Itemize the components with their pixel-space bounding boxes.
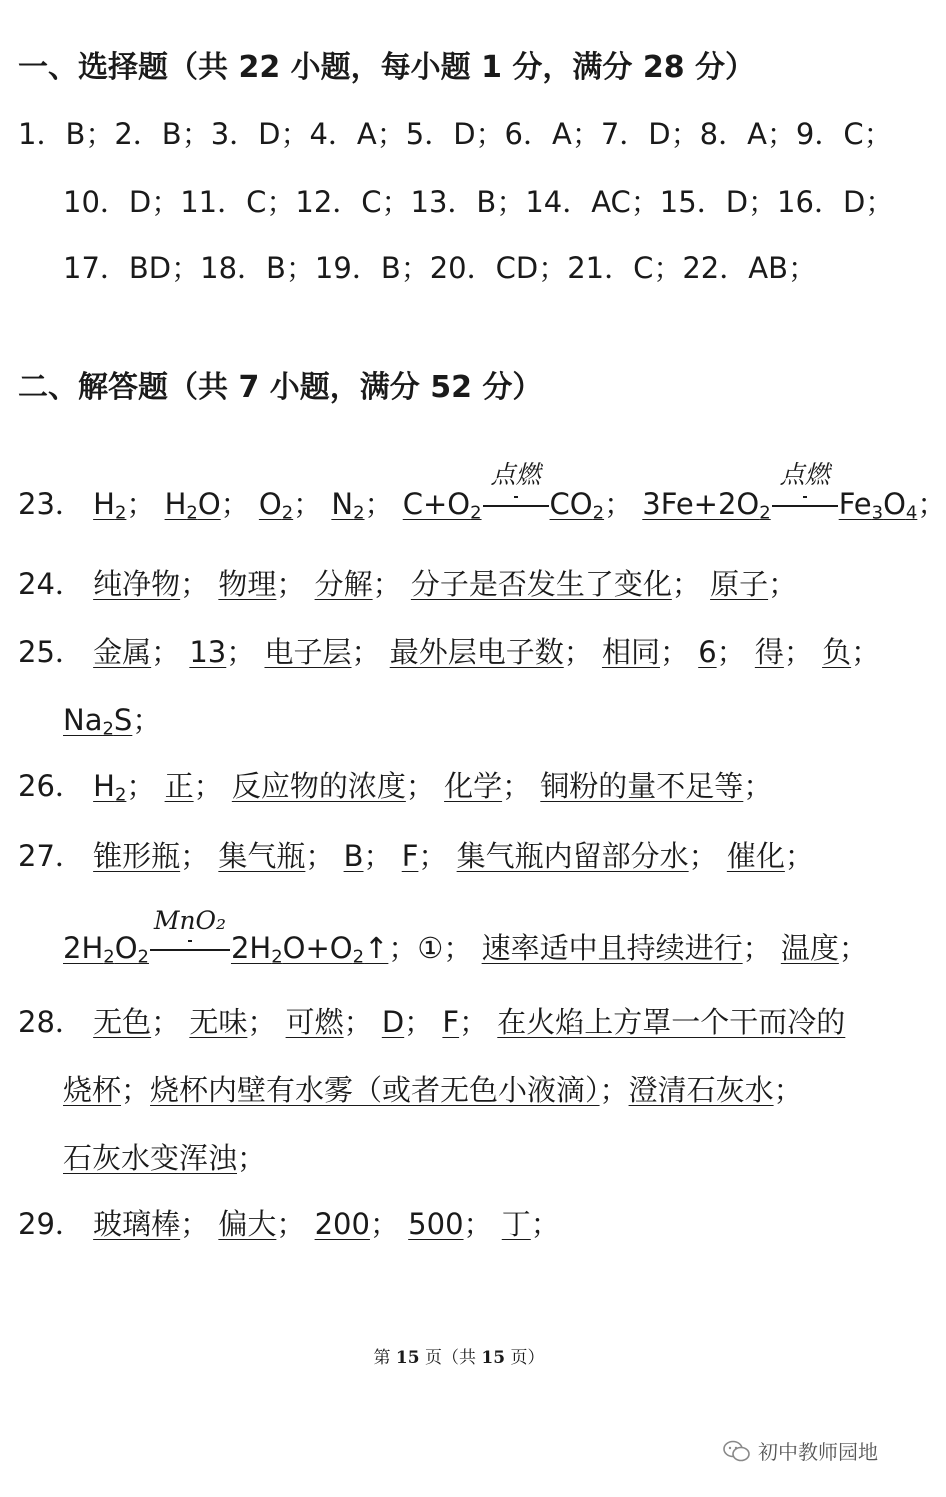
question-number: 24． (18, 567, 84, 601)
question-23: 23． $H_2$； $H_2O$； $O_2$； $N_2$； $C+O_2$ 点燃 $CO_2$； $3Fe+2O_2$ 点燃 $Fe_3O_4$； (18, 482, 946, 523)
answer-na2s: $Na_2S$ (63, 703, 133, 740)
question-25: 25． 金属； 13； 电子层； 最外层电子数； 相同； 6； 得； 负； (18, 635, 881, 669)
answer: 铜粉的量不足等 (540, 769, 744, 803)
answer: 偏大 (218, 1207, 277, 1241)
answer: 正 (164, 769, 194, 803)
answer: 金属 (93, 635, 152, 669)
equation-iron: $3Fe+2O_2$ 点燃 $Fe_3O_4$ (642, 487, 917, 521)
page-number: 15 (395, 1348, 420, 1368)
answer-h2: $H_2$ (93, 487, 127, 524)
answer: 200 (314, 1207, 370, 1241)
answer: 集气瓶 (218, 839, 306, 873)
answer: 在火焰上方罩一个干而冷的 (497, 1005, 846, 1039)
answer: 可燃 (285, 1005, 344, 1039)
question-number: 26． (18, 769, 84, 803)
catalyst-label: MnO₂ (153, 906, 227, 935)
answer: 纯净物 (93, 567, 181, 601)
mc-answers-row-1: 1．B；2．B；3．D；4．A；5．D；6．A；7．D；8．A；9．C； (18, 117, 893, 151)
section2-heading: 二、解答题（共 7 小题，满分 52 分） (18, 370, 543, 405)
question-26: 26． $H_2$； 正； 反应物的浓度； 化学； 铜粉的量不足等； (18, 769, 773, 806)
answer: 原子 (710, 567, 769, 601)
question-28: 28． 无色； 无味； 可燃； D； F； 在火焰上方罩一个干而冷的 (18, 1005, 846, 1039)
answer: 丁 (501, 1207, 531, 1241)
condition-label: 点燃 (779, 460, 830, 489)
page-total: 15 (481, 1348, 506, 1368)
answer: 13 (189, 635, 227, 669)
question-number: 25． (18, 635, 84, 669)
answer: 烧杯 (63, 1073, 122, 1107)
watermark-text: 初中教师园地 (758, 1440, 878, 1464)
reaction-arrow (150, 906, 230, 951)
answer: 最外层电子数 (389, 635, 564, 669)
answer: 速率适中且持续进行 (481, 931, 743, 965)
question-29: 29． 玻璃棒； 偏大； 200； 500； 丁； (18, 1207, 560, 1241)
mc-answers-row-3: 17．BD；18．B；19．B；20．CD；21．C；22．AB； (63, 251, 817, 285)
answer: 分子是否发生了变化 (410, 567, 672, 601)
answer: 反应物的浓度 (231, 769, 406, 803)
answer-n2: $N_2$ (331, 487, 365, 524)
answer: 6 (698, 635, 717, 669)
question-number: 29． (18, 1207, 84, 1241)
reaction-arrow (483, 460, 549, 507)
answer-h2: $H_2$ (93, 769, 127, 806)
condition-label: 点燃 (490, 460, 541, 489)
answer: 集气瓶内留部分水 (456, 839, 689, 873)
question-28-cont-2: 石灰水变浑浊； (63, 1141, 267, 1175)
answer-o2: $O_2$ (258, 487, 294, 524)
answer: B (343, 839, 364, 873)
answer: 物理 (218, 567, 277, 601)
answer: 烧杯内壁有水雾（或者无色小液滴） (150, 1073, 600, 1107)
question-27-cont: $2H_2O_2$ MnO₂ $2H_2O+O_2↑$；①； 速率适中且持续进行； 温度； (63, 906, 868, 968)
answer: 相同 (601, 635, 660, 669)
answer: 石灰水变浑浊 (63, 1141, 238, 1175)
watermark (722, 1436, 878, 1465)
question-number: 27． (18, 839, 84, 873)
question-27: 27． 锥形瓶； 集气瓶； B； F； 集气瓶内留部分水； 催化； (18, 839, 814, 873)
answer: 得 (754, 635, 784, 669)
answer: 500 (408, 1207, 464, 1241)
question-24: 24． 纯净物； 物理； 分解； 分子是否发生了变化； 原子； (18, 567, 798, 601)
question-28-cont-1: 烧杯；烧杯内壁有水雾（或者无色小液滴）；澄清石灰水； (63, 1073, 803, 1107)
question-number: 23． (18, 487, 84, 521)
answer: 无味 (189, 1005, 248, 1039)
answer: 玻璃棒 (93, 1207, 181, 1241)
answer: 无色 (93, 1005, 152, 1039)
reaction-arrow (772, 460, 838, 507)
answer: 催化 (726, 839, 785, 873)
answer: 负 (822, 635, 852, 669)
answer: D (381, 1005, 405, 1039)
equation-h2o2: $2H_2O_2$ MnO₂ $2H_2O+O_2↑$ (63, 906, 389, 968)
mc-answers-row-2: 10．D；11．C；12．C；13．B；14．AC；15．D；16．D； (63, 185, 895, 219)
equation-carbon: $C+O_2$ 点燃 $CO_2$ (403, 487, 604, 521)
answer: 锥形瓶 (93, 839, 181, 873)
question-number: 28． (18, 1005, 84, 1039)
wechat-icon (722, 1439, 752, 1463)
answer: 温度 (780, 931, 839, 965)
answer: 电子层 (264, 635, 352, 669)
page-footer: 第 15 页（共 15 页） (373, 1348, 545, 1368)
answer: 分解 (314, 567, 373, 601)
circled-answer: ① (417, 931, 444, 965)
answer-h2o: $H_2O$ (164, 487, 221, 524)
answer: 澄清石灰水 (628, 1073, 774, 1107)
answer: F (442, 1005, 460, 1039)
answer: 化学 (444, 769, 503, 803)
answer: F (401, 839, 419, 873)
question-25-cont: $Na_2S$； (63, 703, 162, 740)
section1-heading: 一、选择题（共 22 小题，每小题 1 分，满分 28 分） (18, 50, 756, 85)
